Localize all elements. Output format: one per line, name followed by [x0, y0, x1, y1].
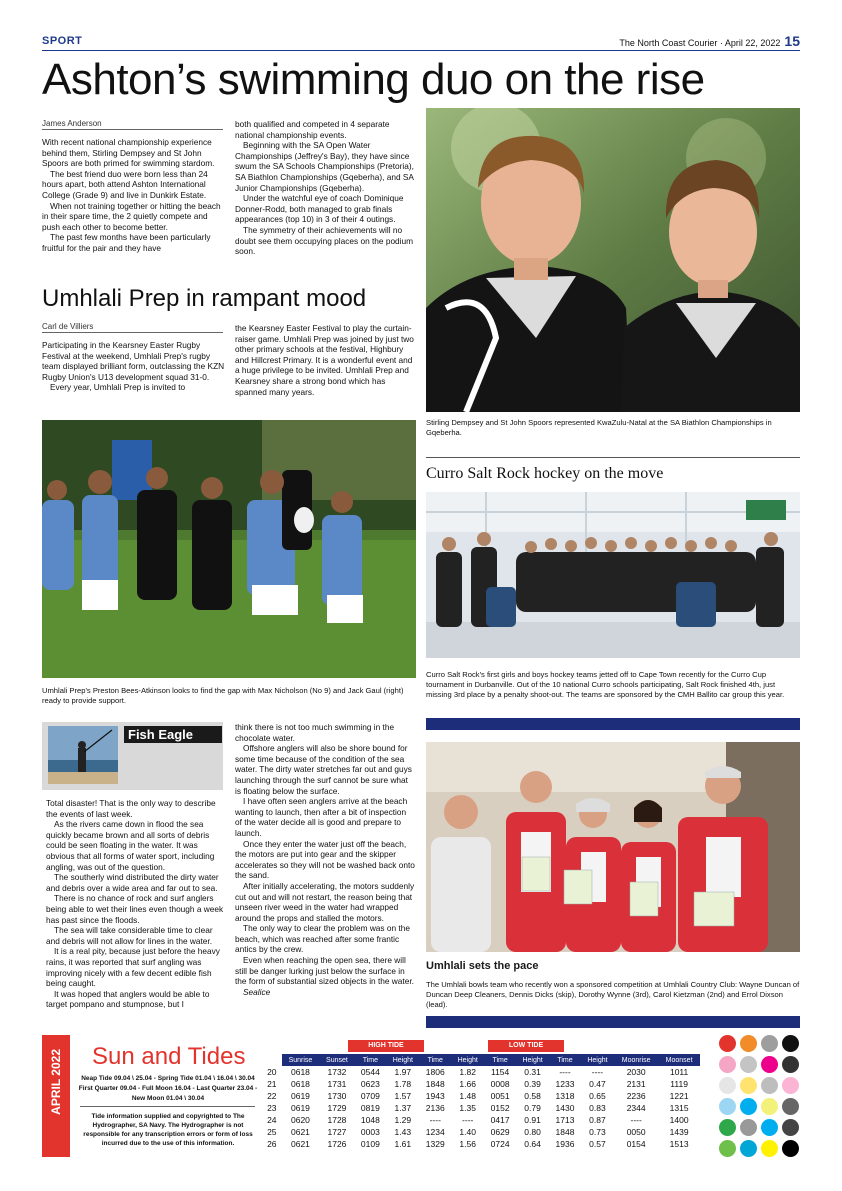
tide-cell: 1233 [555, 1079, 575, 1089]
tide-cell: 23 [267, 1103, 277, 1113]
tide-cell: 0709 [360, 1091, 380, 1101]
color-swatch [719, 1098, 736, 1115]
tide-cell: 0621 [291, 1139, 310, 1149]
color-swatch [740, 1098, 757, 1115]
fish-col2 [235, 722, 415, 997]
color-swatch [740, 1077, 757, 1094]
color-swatch [782, 1140, 799, 1157]
tide-row [262, 1138, 700, 1150]
paragraph: The southerly wind distributed the dirty water and debris over a wide area and far out to sea. [46, 872, 219, 893]
tides-title: Sun and Tides [92, 1043, 246, 1070]
tide-cell: ---- [462, 1115, 474, 1125]
tide-cell: 0544 [360, 1067, 380, 1077]
tide-table [262, 1054, 700, 1150]
color-swatch [761, 1077, 778, 1094]
tide-cell: 0417 [490, 1115, 510, 1125]
tide-cell: 0618 [291, 1079, 310, 1089]
tide-cell: 1936 [555, 1139, 575, 1149]
tides-neap: Neap Tide 09.04 \ 25.04 - Spring Tide 01.04 \ 16.04 \ 30.04 [81, 1075, 255, 1082]
color-swatch [719, 1119, 736, 1136]
bowls-illustration [426, 742, 800, 952]
tide-cell: 0620 [291, 1115, 310, 1125]
headline-swimming: Ashton’s swimming duo on the rise [42, 55, 705, 104]
tide-cell: 0.39 [524, 1079, 541, 1089]
tide-cell: 21 [267, 1079, 277, 1089]
tide-row [262, 1126, 700, 1138]
tide-cell: 0.83 [589, 1103, 606, 1113]
tides-month: APRIL 2022 [49, 1049, 63, 1115]
paragraph: The only way to clear the problem was on the beach, which was reached after some frantic antics by the crew. [235, 923, 410, 955]
tides-quarter: First Quarter 09.04 - Full Moon 16.04 - Last Quarter 23.04 - New Moon 01.04 \ 30.04 [78, 1085, 258, 1102]
rugby-col1 [42, 340, 226, 393]
color-swatch [761, 1098, 778, 1115]
color-swatch [740, 1140, 757, 1157]
tides-moon-info [78, 1074, 258, 1104]
color-registration-bar [718, 1035, 800, 1157]
paragraph: Participating in the Kearsney Easter Rugby Festival at the weekend, Umhlali Prep's rugby team displayed brilliant form, outclassing the KZN Rugby Union's U13 development squad 31-0. [42, 340, 225, 382]
tide-cell: 1.82 [459, 1067, 476, 1077]
tide-cell: 1.29 [394, 1115, 412, 1125]
angler-photo [48, 726, 118, 784]
tide-cell: 2131 [626, 1079, 646, 1089]
tide-cell: 1.43 [394, 1127, 412, 1137]
col-header: Sunrise [282, 1054, 320, 1066]
tides-rule [80, 1106, 255, 1107]
tide-cell: 1221 [669, 1091, 689, 1101]
col-header: Time [549, 1054, 581, 1066]
tide-cell: 0629 [490, 1127, 510, 1137]
col-header: Time [355, 1054, 387, 1066]
tide-cell: 1430 [555, 1103, 575, 1113]
blue-divider [426, 718, 800, 730]
rugby-photo [42, 420, 416, 678]
page-header [619, 33, 800, 49]
tide-cell: 1234 [425, 1127, 445, 1137]
tide-cell: 0.65 [589, 1091, 606, 1101]
paragraph: It was hoped that anglers would be able to target pompano and stumpnose, but I [46, 988, 210, 1010]
tide-cell: 1727 [327, 1127, 347, 1137]
low-tide-label: LOW TIDE [488, 1040, 564, 1052]
headline-rugby: Umhlali Prep in rampant mood [42, 285, 367, 312]
section-rule [426, 457, 800, 458]
tide-cell: 2344 [626, 1103, 646, 1113]
color-swatch [719, 1035, 736, 1052]
col-header: Moonset [658, 1054, 700, 1066]
tide-cell: ---- [591, 1067, 604, 1077]
tide-cell: 0109 [360, 1139, 380, 1149]
swimmers-photo [426, 108, 800, 412]
tide-cell: 1048 [360, 1115, 380, 1125]
tide-cell: 0819 [360, 1103, 380, 1113]
paragraph: Every year, Umhlali Prep is invited to [50, 382, 186, 393]
tide-cell: 1.66 [459, 1079, 476, 1089]
tide-cell: 1119 [670, 1079, 688, 1089]
paragraph: The past few months have been particularly fruitful for the pair and they have [42, 232, 211, 253]
paragraph: It is a real pity, because just before the heavy rains, it was reported that surf angling was improving nicely with a few decent edible fish being caught. [46, 946, 220, 989]
tide-cell: 20 [267, 1067, 277, 1077]
tide-cell: 2030 [626, 1067, 646, 1077]
tide-cell: 0.79 [524, 1103, 541, 1113]
tide-cell: 0.91 [524, 1115, 541, 1125]
tide-cell: 0051 [490, 1091, 510, 1101]
tide-cell: 0623 [360, 1079, 380, 1089]
tide-cell: 1848 [555, 1127, 575, 1137]
paragraph: Under the watchful eye of coach Dominique Donner-Rodd, both managed to grab finals appearances (top 10) in 3 of their 4 outings. [235, 193, 404, 225]
tide-cell: 0.73 [589, 1127, 606, 1137]
rugby-illustration [42, 420, 416, 678]
paragraph: both qualified and competed in 4 separate national championship events. [235, 119, 390, 140]
paragraph: Total disaster! That is the only way to describe the events of last week. [46, 798, 216, 819]
high-tide-label: HIGH TIDE [348, 1040, 424, 1052]
col-header [262, 1054, 282, 1066]
col-header: Height [516, 1054, 549, 1066]
tide-cell: 25 [267, 1127, 277, 1137]
color-swatch [719, 1140, 736, 1157]
tide-row [262, 1114, 700, 1126]
byline-rugby: Carl de Villiers [42, 322, 223, 333]
tide-cell: 26 [267, 1139, 277, 1149]
swimming-col2 [235, 119, 415, 257]
paper-date: The North Coast Courier · April 22, 2022 [619, 38, 781, 48]
tide-cell: 1439 [669, 1127, 689, 1137]
rugby-col2 [235, 323, 415, 397]
tide-cell: 1513 [669, 1139, 689, 1149]
tide-cell: 0154 [626, 1139, 646, 1149]
tide-row [262, 1078, 700, 1090]
tide-cell: 1154 [490, 1067, 510, 1077]
tide-cell: 0.47 [589, 1079, 606, 1089]
tide-cell: 0618 [291, 1067, 310, 1077]
paragraph: Once they enter the water just off the beach, the motors are put into gear and the skipper accelerates so they will not be washed back onto the sand. [235, 838, 415, 881]
tide-cell: 1730 [327, 1091, 347, 1101]
tide-cell: 1731 [327, 1079, 347, 1089]
tide-header-row [262, 1054, 700, 1066]
paragraph: The best friend duo were born less than 24 hours apart, both attend Ashton International College (Grade 9) and live in Dunkirk Estate. [42, 168, 208, 200]
tide-cell: 1.40 [459, 1127, 476, 1137]
col-header: Height [451, 1054, 484, 1066]
tide-row [262, 1066, 700, 1078]
tide-cell: 1848 [425, 1079, 445, 1089]
color-swatch [761, 1140, 778, 1157]
tide-body [262, 1066, 700, 1150]
tide-cell: 1.78 [394, 1079, 412, 1089]
tide-cell: 0152 [490, 1103, 510, 1113]
tide-cell: 1400 [669, 1115, 689, 1125]
tide-cell: 1329 [425, 1139, 445, 1149]
tide-cell: 1729 [327, 1103, 347, 1113]
bowls-caption: The Umhlali bowls team who recently won a sponsored competition at Umhlali Country Club: Wayne Duncan of Duncan Deep Cleaners, Dennis Dicks (skip), Dorothy Wynne (3rd), Carol Kietzman (2nd) and Errol Dixson (lead). [426, 980, 800, 1009]
tide-cell: 0050 [626, 1127, 646, 1137]
hockey-caption: Curro Salt Rock's first girls and boys hockey teams jetted off to Cape Town recently for the Curro Cup tournament in Durbanville. Out of the 10 national Curro schools participating, Salt Rock finished 4th, just missing 3rd place by a penalty shoot-out. The teams are sponsored by the CMH Ballito car group this year. [426, 670, 785, 699]
tide-cell: 22 [267, 1091, 277, 1101]
tide-cell: 0619 [291, 1091, 310, 1101]
tide-row [262, 1090, 700, 1102]
paragraph: The sea will take considerable time to clear and debris will not allow for lines in the water. [46, 925, 213, 946]
tide-cell: ---- [429, 1115, 441, 1125]
tide-cell: ---- [630, 1115, 642, 1125]
tide-cell: 1.97 [394, 1067, 412, 1077]
tide-cell: 1.35 [459, 1103, 476, 1113]
tide-cell: 0.87 [589, 1115, 606, 1125]
tide-cell: 0.31 [524, 1067, 541, 1077]
paragraph: I have often seen anglers arrive at the beach wanting to launch, then after a bit of inspection of the water decide all is good and prepare to launch. [235, 796, 408, 838]
color-swatch [782, 1035, 799, 1052]
tide-cell: 0619 [291, 1103, 310, 1113]
hockey-illustration [426, 492, 800, 658]
tide-cell: 1806 [425, 1067, 445, 1077]
tide-row [262, 1102, 700, 1114]
tide-cell: 1315 [669, 1103, 689, 1113]
tide-cell: 1713 [555, 1115, 575, 1125]
swimmers-illustration [426, 108, 800, 412]
tide-cell: 0.80 [524, 1127, 541, 1137]
angler-illustration [48, 726, 118, 784]
paragraph: Offshore anglers will also be shore bound for some time because of the condition of the sea water. The dirty water stretches far out and guys launching through the surf cannot be sure what is floating below the surface. [235, 743, 412, 796]
tide-cell: 2236 [626, 1091, 646, 1101]
bowls-photo [426, 742, 800, 952]
tide-cell: 1.37 [394, 1103, 412, 1113]
tide-cell: 2136 [425, 1103, 445, 1113]
tide-cell: 0008 [490, 1079, 510, 1089]
paragraph: When not training together or hitting the beach in their spare time, the 2 quietly compete and push each other to become better. [42, 200, 221, 232]
section-label: SPORT [42, 35, 83, 47]
swimmers-caption: Stirling Dempsey and St John Spoors represented KwaZulu-Natal at the SA Biathlon Championships in Gqeberha. [426, 418, 772, 437]
tide-cell: 0003 [360, 1127, 380, 1137]
color-swatch [740, 1056, 757, 1073]
col-header: Time [419, 1054, 451, 1066]
tide-cell: 1.56 [459, 1139, 476, 1149]
column-signoff: Sealice [243, 986, 271, 997]
tide-cell: 1.48 [459, 1091, 476, 1101]
header-rule [42, 50, 800, 51]
color-swatch [761, 1056, 778, 1073]
tide-cell: 0724 [490, 1139, 510, 1149]
paragraph: After initially accelerating, the motors suddenly cut out and will not restart, the reason being that unseen river weed in the water had wrapped around the props and stalled the motors. [235, 880, 415, 923]
hockey-photo [426, 492, 800, 658]
tide-cell: 0.58 [524, 1091, 541, 1101]
col-header: Sunset [319, 1054, 354, 1066]
color-swatch [719, 1056, 736, 1073]
tides-credit: Tide information supplied and copyrighted to The Hydrographer, SA Navy. The Hydrographer is not responsible for any transcription errors or form of loss incurred due to the use of this information. [83, 1113, 253, 1147]
paragraph: Beginning with the SA Open Water Championships (Jeffrey's Bay), they have since swum the SA Schools Championships (Pretoria), SA Biathlon Championships (Gqeberha), and SA Junior Championships (Gqeberha). [235, 140, 414, 193]
color-swatch [719, 1077, 736, 1094]
tide-cell: 1318 [555, 1091, 575, 1101]
color-swatch [782, 1098, 799, 1115]
paragraph: Even when reaching the open sea, there will still be danger lurking just below the surface in the form of substantial sized objects in the water. [235, 955, 414, 987]
rugby-caption: Umhlali Prep's Preston Bees-Atkinson looks to find the gap with Max Nicholson (No 9) and Jack Gaul (right) ready to provide support. [42, 686, 404, 705]
page-number: 15 [784, 33, 800, 49]
color-swatch [761, 1035, 778, 1052]
tide-cell: ---- [559, 1067, 571, 1077]
tide-cell: 0.57 [589, 1139, 606, 1149]
byline-swimming: James Anderson [42, 119, 223, 130]
tides-month-bar [42, 1035, 70, 1157]
column-title: Fish Eagle [124, 726, 222, 743]
tide-cell: 1732 [327, 1067, 347, 1077]
color-swatch [782, 1119, 799, 1136]
color-swatch [782, 1077, 799, 1094]
tide-cell: 1728 [327, 1115, 347, 1125]
color-swatch [761, 1119, 778, 1136]
paragraph: the Kearsney Easter Festival to play the curtain-raiser game. Umhlali Prep was joined by just two other primary schools at the festival, Highbury and Hillcrest Primary. It is a wonderful event and a huge privilege to be invited. Umhlali Prep and Kearsney share a strong bond which has spanned many years. [235, 323, 414, 397]
paragraph: With recent national championship experience behind them, Stirling Dempsey and St John Spoors are both primed for swimming stardom. [42, 137, 215, 169]
tide-cell: 0.64 [524, 1139, 541, 1149]
fish-col1 [46, 798, 226, 1010]
col-header: Height [386, 1054, 419, 1066]
tide-cell: 1011 [669, 1067, 689, 1077]
color-swatch [740, 1035, 757, 1052]
blue-divider [426, 1016, 800, 1028]
paragraph: There is no chance of rock and surf anglers being able to wet their lines even though a week has past since the floods. [46, 893, 224, 925]
tide-cell: 1943 [425, 1091, 445, 1101]
swimming-col1 [42, 137, 226, 254]
col-header: Moonrise [614, 1054, 658, 1066]
color-swatch [782, 1056, 799, 1073]
paragraph: As the rivers came down in flood the sea quickly became brown and all sorts of debris could be seen floating in the water. It was obvious that all forms of water sport, including angling, was out of the question. [46, 819, 215, 872]
col-header: Height [581, 1054, 614, 1066]
tide-cell: 24 [267, 1115, 277, 1125]
tide-cell: 1726 [327, 1139, 347, 1149]
headline-bowls: Umhlali sets the pace [426, 960, 539, 972]
tide-cell: 0621 [291, 1127, 310, 1137]
tide-cell: 1.61 [394, 1139, 412, 1149]
paragraph: The symmetry of their achievements will no doubt see them occupying places on the podium soon. [235, 224, 414, 257]
paragraph: think there is not too much swimming in the chocolate water. [235, 722, 395, 743]
headline-hockey: Curro Salt Rock hockey on the move [426, 465, 664, 482]
color-swatch [740, 1119, 757, 1136]
tide-cell: 1.57 [394, 1091, 412, 1101]
col-header: Time [484, 1054, 516, 1066]
